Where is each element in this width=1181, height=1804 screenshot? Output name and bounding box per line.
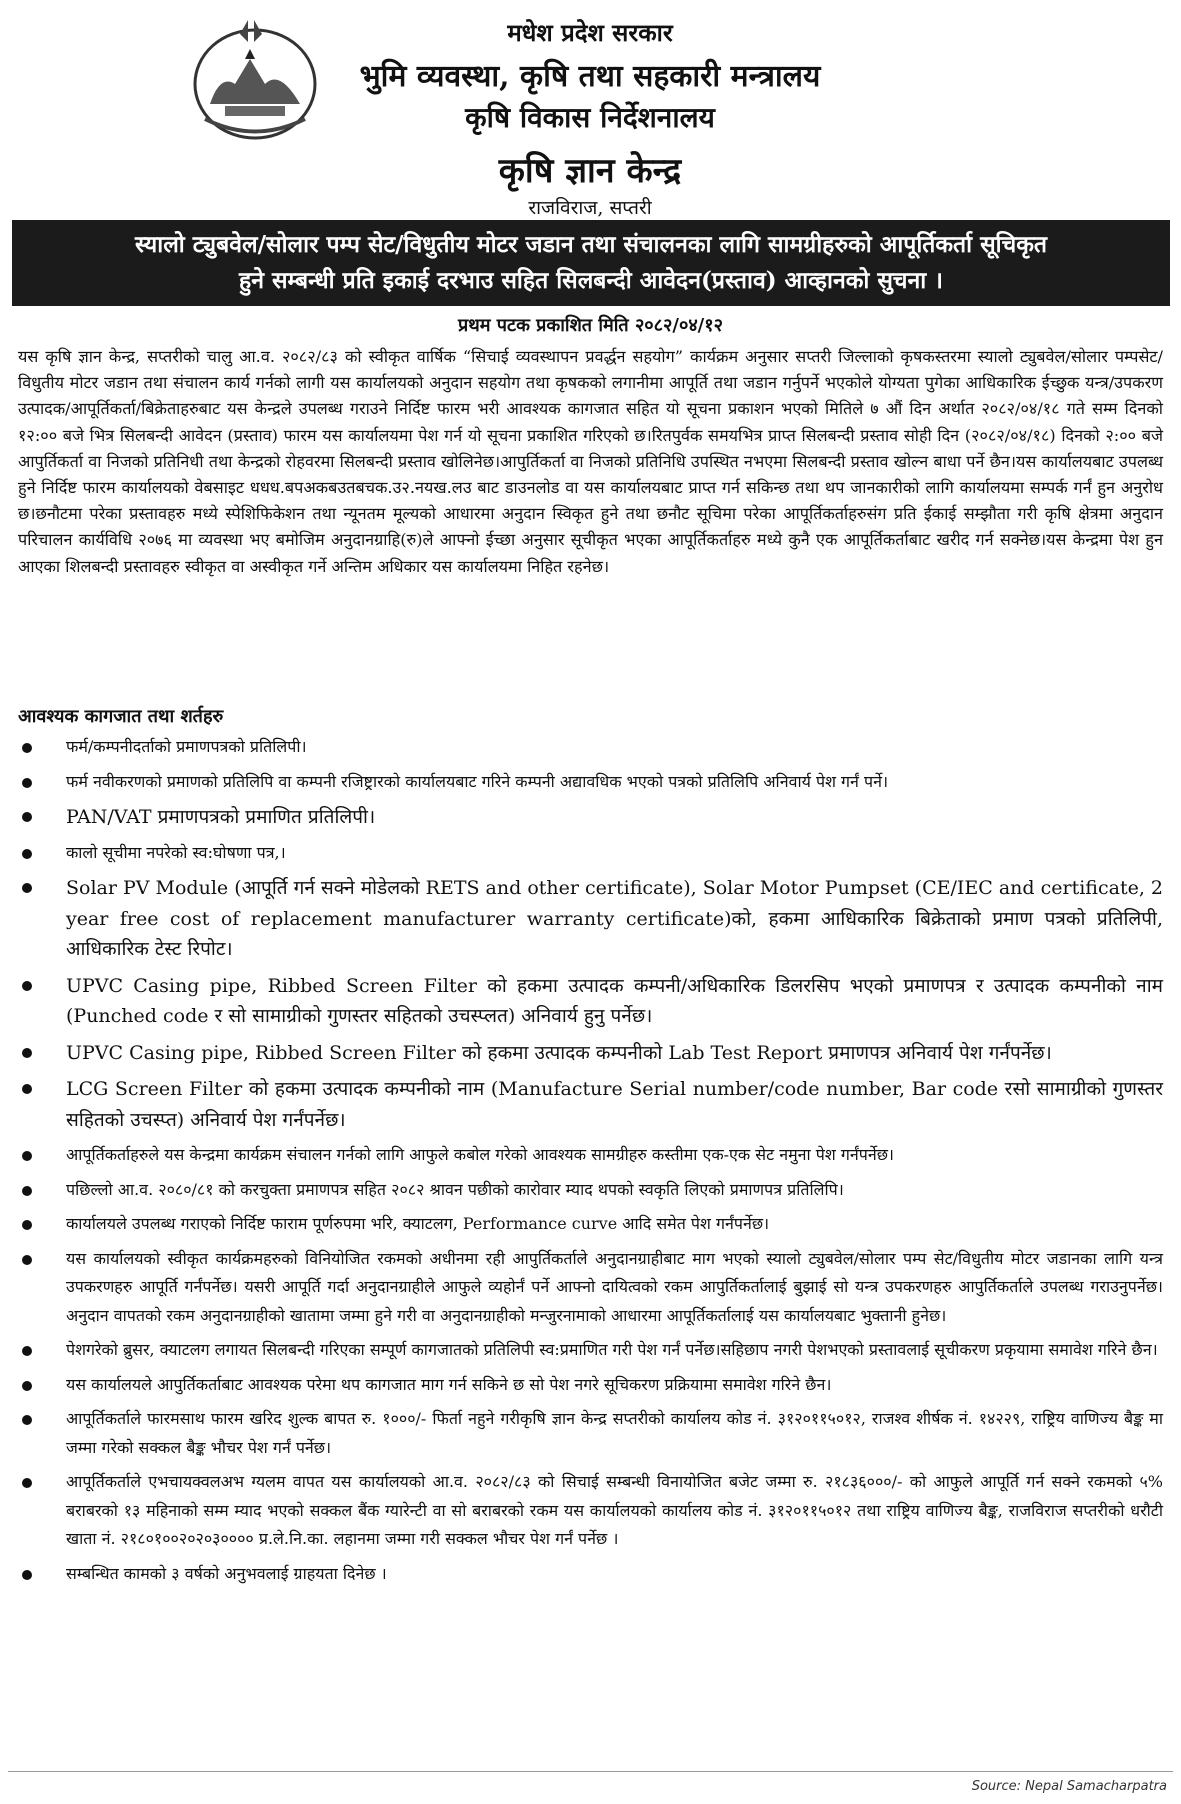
list-item-text: LCG Screen Filter को हकमा उत्पादक कम्पनीको नाम (Manufacture Serial number/code number, Bar code रसो सामाग्रीको गुणस्तर सहितको उचस्प्त) अनिवार्य पेश गर्नंपर्नेछ। xyxy=(66,1078,1163,1131)
header-line-2: भुमि व्यवस्था, कृषि तथा सहकारी मन्त्रालय xyxy=(359,59,821,94)
bullet-icon xyxy=(22,1381,32,1391)
bullet-icon xyxy=(22,1048,32,1058)
bullet-icon xyxy=(22,1151,32,1161)
list-item-text: यस कार्यालयले आपुर्तिकर्ताबाट आवश्यक परेमा थप कागजात माग गर्न सकिने छ सो पेश नगरे सूचिकरण प्रक्रियामा समावेश गरिने छैन। xyxy=(66,1374,832,1394)
list-item-text: सम्बन्धित कामको ३ वर्षको अनुभवलाई ग्राहयता दिनेछ । xyxy=(66,1563,387,1583)
notice-header xyxy=(0,0,1181,219)
bullet-icon xyxy=(22,849,32,859)
list-item xyxy=(18,839,1163,868)
list-item xyxy=(18,1371,1163,1400)
banner-line-1: स्यालो ट्युबवेल/सोलार पम्प सेट/विधुतीय मोटर जडान तथा संचालनका लागि सामग्रीहरुको आपूर्तिकर्ता सूचिकृत xyxy=(134,231,1048,258)
bullet-icon xyxy=(22,1478,32,1488)
list-item xyxy=(18,971,1163,1032)
bullet-icon xyxy=(22,1570,32,1580)
list-item xyxy=(18,873,1163,965)
list-item xyxy=(18,1405,1163,1462)
list-item-text: फर्म/कम्पनीदर्ताको प्रमाणपत्रको प्रतिलिपी। xyxy=(66,737,307,756)
list-item-text: आपूर्तिकर्ताले एभचायक्वलअभ ग्यलम वापत यस कार्यालयको आ.व. २०८२/८३ को सिचाई सम्बन्धी विनायोजित बजेट जम्मा रु. २१८३६०००/- को आफुले आपूर्ति गर्न सक्ने रकमको ५% बराबरको १३ महिनाको सम्म म्याद भएको सक्कल बैंक ग्यारेन्टी वा सो बराबरको रकम यस कार्यालयको कार्यालय कोड नं. ३१२०११५०१२ तथा राष्ट्रिय वाणिज्य बैङ्क, राजविराज सप्तरीको धरौटी खाता नं. २१८०१००२०२०३०००० प्र.ले.नि.का. लहानमा जम्मा गरी सक्कल भौचर पेश गर्नं पर्नेछ । xyxy=(66,1472,1163,1548)
list-item xyxy=(18,1336,1163,1365)
list-item xyxy=(18,802,1163,833)
list-item xyxy=(18,1245,1163,1331)
list-item-text: आपूर्तिकर्ताले फारमसाथ फारम खरिद शुल्क बापत रु. १०००/- फिर्ता नहुने गरीकृषि ज्ञान केन्द्र सप्तरीको कार्यालय कोड नं. ३१२०११५०१२, राजश्व शीर्षक नं. १४२२९, राष्ट्रिय वाणिज्य बैङ्क मा जम्मा गरेको सक्कल बैङ्क भौचर पेश गर्नं पर्नेछ। xyxy=(66,1409,1163,1457)
bullet-icon xyxy=(22,778,32,788)
header-line-5: राजविराज, सप्तरी xyxy=(528,197,652,219)
list-item xyxy=(18,1210,1163,1239)
header-line-3: कृषि विकास निर्देशनालय xyxy=(465,101,715,134)
list-item xyxy=(18,1141,1163,1170)
requirements-heading: आवश्यक कागजात तथा शर्तहरु xyxy=(18,706,224,727)
source-credit: Source: Nepal Samacharpatra xyxy=(971,1779,1167,1794)
bullet-icon xyxy=(22,1220,32,1230)
bullet-icon xyxy=(22,883,32,893)
list-item-text: कालो सूचीमा नपरेको स्व:घोषणा पत्र,। xyxy=(66,842,286,862)
nepal-emblem-icon xyxy=(190,14,320,142)
header-line-1: मधेश प्रदेश सरकार xyxy=(507,18,673,47)
bullet-icon xyxy=(22,981,32,991)
publication-date: प्रथम पटक प्रकाशित मिति २०८२/०४/१२ xyxy=(458,315,723,336)
list-item xyxy=(18,768,1163,797)
list-item-text: कार्यालयले उपलब्ध गराएको निर्दिष्ट फाराम पूर्णरुपमा भरि, क्याटलग, Performance curve आदि समेत पेश गर्नंपर्नेछ। xyxy=(66,1214,770,1233)
bullet-icon xyxy=(22,1255,32,1265)
list-item-text: पछिल्लो आ.व. २०८०/८१ को करचुक्ता प्रमाणपत्र सहित २०८२ श्रावन पछीको कारोवार म्याद थपको स्वकृति लिएको प्रमाणपत्र प्रतिलिपि। xyxy=(66,1179,844,1199)
intro-paragraph: यस कृषि ज्ञान केन्द्र, सप्तरीको चालु आ.व. २०८२/८३ को स्वीकृत वार्षिक “सिचाई व्यवस्थापन प्रवर्द्धन सहयोग” कार्यक्रम अनुसार सप्तरी जिल्लाको कृषकस्तरमा स्यालो ट्युबवेल/सोलार पम्पसेट/ विधुतीय मोटर जडान तथा संचालन कार्य गर्नको लागी यस कार्यालयको अनुदान सहयोग तथा कृषकको लगानीमा आपूर्ति तथा जडान गर्नुपर्ने भएकोले योग्यता पुगेका आधिकारिक ईच्छुक यन्त्र/उपकरण उत्पादक/आपूर्तिकर्ता/बिक्रेताहरुबाट यस केन्द्रले उपलब्ध गराउने निर्दिष्ट फारम भरी आवश्यक कागजात सहित यो सूचना प्रकाशन भएको मितिले ७ औं दिन अर्थात २०८२/०४/१८ गते सम्म दिनको १२:०० बजे भित्र सिलबन्दी आवेदन (प्रस्ताव) फारम यस कार्यालयमा पेश गर्न यो सूचना प्रकाशित गरिएको छ।रितपुर्वक समयभित्र प्राप्त सिलबन्दी प्रस्ताव सोही दिन (२०८२/०४/१८) दिनको २:०० बजे आपुर्तिकर्ता वा निजको प्रतिनिधी तथा केन्द्रको रोहवरमा सिलबन्दी प्रस्ताव खोलिनेछ।आपुर्तिकर्ता वा निजको प्रतिनिधि उपस्थित नभएमा सिलबन्दी प्रस्ताव खोल्न बाधा पर्ने छैन।यस कार्यालयबाट उपलब्ध हुने निर्दिष्ट फारम कार्यालयको वेबसाइट धधध.बपअकबउतबचक.उ२.नयख.लउ बाट डाउनलोड वा यस कार्यालयबाट प्राप्त गर्न सकिन्छ तथा थप जानकारीको लागि कार्यालयमा सम्पर्क गर्नं हुन अनुरोध छ।छनौटमा परेका प्रस्तावहरु मध्ये स्पेशिफिकेशन तथा न्यूनतम मूल्यको आधारमा अनुदान स्विकृत हुने तथा छनौट सूचिमा परेका आपूर्तिकर्ताहरुसंग प्रति ईकाई सम्झौता गरी कृषि क्षेत्रमा अनुदान परिचालन कार्यविधि २०७६ मा व्यवस्था भए बमोजिम अनुदानग्राहि(रु)ले आफ्नो ईच्छा अनुसार सूचीकृत भएका आपूर्तिकर्ताहरु मध्ये कुनै एक आपूर्तिकर्ताबाट खरीद गर्न सक्नेछ।यस केन्द्रमा पेश हुन आएका शिलबन्दी प्रस्तावहरु स्वीकृत वा अस्वीकृत गर्ने अन्तिम अधिकार यस कार्यालयमा निहित रहनेछ। xyxy=(18,347,1164,576)
bullet-icon xyxy=(22,1084,32,1094)
notice-title-banner xyxy=(12,220,1170,306)
list-item xyxy=(18,1176,1163,1205)
list-item-text: UPVC Casing pipe, Ribbed Screen Filter को हकमा उत्पादक कम्पनीको Lab Test Report प्रमाणपत्र अनिवार्य पेश गर्नंपर्नेछ। xyxy=(66,1041,1052,1064)
bullet-icon xyxy=(22,743,32,753)
bullet-icon xyxy=(22,812,32,822)
list-item-text: आपूर्तिकर्ताहरुले यस केन्द्रमा कार्यक्रम संचालन गर्नको लागि आफुले कबोल गरेको आवश्यक सामग्रीहरु कस्तीमा एक-एक सेट नमुना पेश गर्नंपर्नेछ। xyxy=(66,1145,894,1164)
list-item xyxy=(18,1560,1163,1589)
bullet-icon xyxy=(22,1415,32,1425)
list-item-text: यस कार्यालयको स्वीकृत कार्यक्रमहरुको विनियोजित रकमको अधीनमा रही आपुर्तिकर्ताले अनुदानग्राहीबाट माग भएको स्यालो ट्युबवेल/सोलार पम्प सेट/विधुतीय मोटर जडानका लागि यन्त्र उपकरणहरु आपूर्ति गर्नंपर्नेछ। यसरी आपूर्ति गर्दा अनुदानग्राहीले आफुले व्यहोर्नं पर्ने आफ्नो दायित्वको रकम आपुर्तिकर्तालाई बुझाई सो यन्त्र उपकरणहरु आपुर्तिकर्ताले उपलब्ध गराउनुपर्नेछ। अनुदान वापतको रकम अनुदानग्राहीको खातामा जम्मा हुने गरी वा अनुदानग्राहीको मन्जुरनामाको आधारमा आपूर्तिकर्तालाई यस कार्यालयबाट भुक्तानी हुनेछ। xyxy=(66,1248,1163,1325)
list-item xyxy=(18,1038,1163,1069)
list-item-text: PAN/VAT प्रमाणपत्रको प्रमाणित प्रतिलिपी। xyxy=(66,806,376,828)
list-item-text: फर्म नवीकरणको प्रमाणको प्रतिलिपि वा कम्पनी रजिष्ट्रारको कार्यालयबाट गरिने कम्पनी अद्यावधिक भएको पत्रको प्रतिलिपि अनिवार्य पेश गर्नं पर्ने। xyxy=(66,771,889,791)
banner-line-2: हुने सम्बन्धी प्रति इकाई दरभाउ सहित सिलबन्दी आवेदन(प्रस्ताव) आव्हानको सुचना । xyxy=(239,267,943,294)
list-item xyxy=(18,733,1163,762)
list-item xyxy=(18,1468,1163,1554)
list-item xyxy=(18,1074,1163,1135)
bottom-rule xyxy=(8,1771,1173,1772)
requirements-list xyxy=(18,733,1163,1594)
list-item-text: UPVC Casing pipe, Ribbed Screen Filter को हकमा उत्पादक कम्पनी/अधिकारिक डिलरसिप भएको प्रमाणपत्र र उत्पादक कम्पनीको नाम (Punched code र सो सामाग्रीको गुणस्तर सहितको उचस्प्लत) अनिवार्य हुनु पर्नेछ। xyxy=(66,974,1163,1027)
bullet-icon xyxy=(22,1186,32,1196)
list-item-text: पेशगरेको ब्रुसर, क्याटलग लगायत सिलबन्दी गरिएका सम्पूर्ण कागजातको प्रतिलिपी स्व:प्रमाणित गरी पेश गर्नं पर्नेछ।सहिछाप नगरी पेशभएको प्रस्तावलाई सूचीकरण प्रकृयामा समावेश गरिने छैन। xyxy=(66,1340,1158,1359)
header-line-4: कृषि ज्ञान केन्द्र xyxy=(498,151,682,191)
list-item-text: Solar PV Module (आपूर्ति गर्न सक्ने मोडेलको RETS and other certificate), Solar Motor Pumpset (CE/IEC and certificate, 2 year free cost of replacement manufacturer warranty certificate)को, हकमा आधिकारिक बिक्रेताको प्रमाण पत्रको प्रतिलिपी, आधिकारिक टेस्ट रिपोट। xyxy=(66,877,1163,960)
bullet-icon xyxy=(22,1346,32,1356)
